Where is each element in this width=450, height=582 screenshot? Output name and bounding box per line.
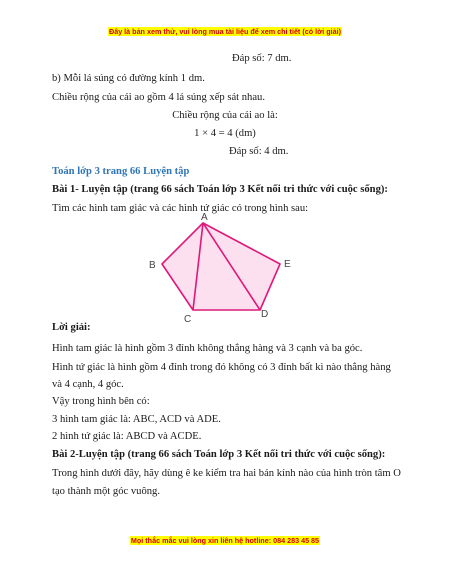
formula: 1 × 4 = 4 (dm)	[194, 128, 256, 139]
explain-text: Chiều rộng của cái ao gồm 4 lá súng xếp sát nhau.	[52, 92, 265, 103]
solution-line: và 4 cạnh, 4 góc.	[52, 379, 124, 390]
solution-line: Vậy trong hình bên có:	[52, 396, 150, 407]
hotline-banner-text: Mọi thắc mắc vui lòng xin liên hệ hotline: 084 283 45 85	[130, 536, 320, 545]
section-title: Toán lớp 3 trang 66 Luyện tập	[52, 166, 190, 177]
pentagon-shape	[162, 223, 280, 310]
preview-banner-text: Đây là bản xem thử, vui lòng mua tài liệu để xem chi tiết (có lời giải)	[109, 27, 341, 36]
answer-a: Đáp số: 7 dm.	[232, 53, 292, 64]
exercise-2-line: tạo thành một góc vuông.	[52, 486, 160, 497]
point-label-b: B	[149, 260, 156, 271]
solution-line: Hình tam giác là hình gồm 3 đỉnh không thẳng hàng và 3 cạnh và ba góc.	[52, 343, 363, 354]
point-label-d: D	[261, 309, 269, 320]
exercise-2-title: Bài 2-Luyện tập (trang 66 sách Toán lớp 3 Kết nối tri thức với cuộc sống):	[52, 449, 386, 460]
exercise-1-prompt: Tìm các hình tam giác và các hình tứ giác có trong hình sau:	[52, 203, 309, 214]
solution-line: Hình tứ giác là hình gồm 4 đỉnh trong đó không có 3 đỉnh bất kì nào thẳng hàng	[52, 362, 391, 373]
point-label-e: E	[284, 259, 291, 270]
point-label-c: C	[184, 314, 192, 325]
solution-line: 3 hình tam giác là: ABC, ACD và ADE.	[52, 414, 221, 425]
part-b: b) Mỗi lá súng có đường kính 1 dm.	[52, 73, 205, 84]
exercise-1-title: Bài 1- Luyện tập (trang 66 sách Toán lớp 3 Kết nối tri thức với cuộc sống):	[52, 184, 388, 195]
point-label-a: A	[201, 212, 208, 223]
hotline-banner	[0, 536, 450, 545]
solution-line: 2 hình tứ giác là: ABCD và ACDE.	[52, 431, 202, 442]
formula-title: Chiều rộng của cái ao là:	[172, 110, 278, 121]
answer-b: Đáp số: 4 dm.	[229, 146, 289, 157]
solution-title: Lời giải:	[52, 322, 91, 333]
exercise-2-line: Trong hình dưới đây, hãy dùng ê ke kiểm tra hai bán kính nào của hình tròn tâm O	[52, 468, 401, 479]
